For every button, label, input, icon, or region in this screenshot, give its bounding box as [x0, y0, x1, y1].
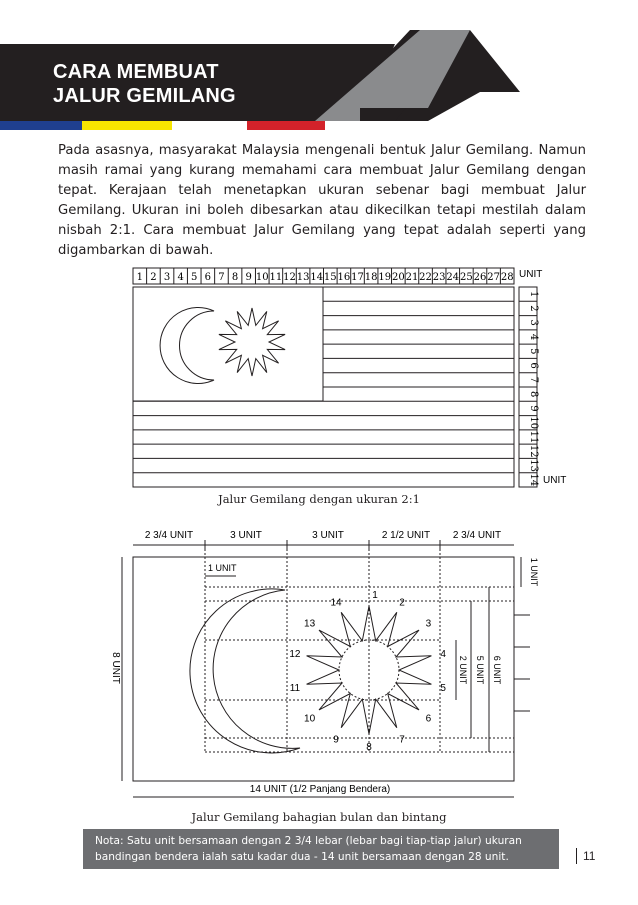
- top-unit-tick-label: 25: [460, 272, 473, 283]
- title-line-1: CARA MEMBUAT: [53, 61, 219, 83]
- dim-top-3: 3 UNIT: [312, 530, 344, 541]
- star-point-label: 5: [440, 682, 446, 694]
- top-unit-tick-label: 9: [245, 272, 252, 283]
- dim-right-5: 5 UNIT: [475, 655, 485, 685]
- side-unit-tick-label: 6: [528, 362, 539, 369]
- top-unit-tick-label: 5: [191, 272, 198, 283]
- star-point-label: 3: [425, 618, 432, 630]
- dim-right-2: 2 UNIT: [458, 655, 468, 685]
- side-unit-tick-label: 4: [528, 333, 539, 341]
- top-unit-tick-label: 16: [337, 272, 351, 283]
- intro-paragraph: Pada asasnya, masyarakat Malaysia mengenali bentuk Jalur Gemilang. Namun masih ramai yang kurang memahami cara membuat Jalur Gemilang dengan tepat. Kerajaan telah menetapkan ukuran sebenar bagi membuat Jalur Gemilang. Ukuran ini boleh dibesarkan atau dikecilkan tetapi mestilah dalam nisbah 2:1. Cara membuat Jalur Gemilang yang tepat adalah seperti yang digambarkan di bawah.: [58, 143, 586, 258]
- top-unit-tick-label: 24: [446, 272, 460, 283]
- side-unit-tick-label: 10: [528, 416, 539, 430]
- right-dimension-lines: [456, 557, 530, 752]
- dim-bottom: 14 UNIT (1/2 Panjang Bendera): [249, 784, 391, 795]
- side-unit-tick-label: 11: [528, 430, 539, 444]
- star-point-label: 12: [289, 649, 301, 661]
- note-box: [83, 829, 559, 869]
- side-unit-tick-label: 7: [528, 376, 539, 384]
- top-unit-tick-label: 15: [323, 272, 337, 283]
- side-unit-tick-label: 9: [528, 405, 539, 412]
- note-line-1: Nota: Satu unit bersamaan dengan 2 3/4 lebar (lebar bagi tiap-tiap jalur) ukuran: [95, 835, 522, 847]
- dim-top-5: 2 3/4 UNIT: [452, 530, 502, 541]
- top-unit-tick-label: 26: [473, 272, 487, 283]
- star-point-label: 9: [333, 734, 339, 746]
- top-unit-tick-label: 21: [405, 272, 419, 283]
- top-unit-tick-label: 11: [269, 272, 283, 283]
- top-unit-tick-label: 18: [364, 272, 378, 283]
- page-number: 11: [576, 848, 595, 864]
- top-unit-tick-label: 19: [378, 272, 392, 283]
- top-unit-tick-label: 22: [419, 272, 432, 283]
- top-unit-tick-label: 14: [310, 272, 324, 283]
- top-dimension-line: [133, 540, 514, 550]
- star-point-label: 4: [440, 649, 446, 661]
- star-point-label: 1: [372, 590, 378, 601]
- star-point-label: 2: [399, 597, 405, 609]
- side-unit-tick-label: 3: [528, 319, 539, 326]
- dim-top-4: 2 1/2 UNIT: [381, 530, 431, 541]
- dim-right-one-unit: 1 UNIT: [529, 557, 539, 587]
- dim-top-1: 2 3/4 UNIT: [144, 530, 194, 541]
- top-unit-tick-label: 23: [432, 272, 446, 283]
- dim-left: 8 UNIT: [110, 652, 121, 684]
- title-line-2: JALUR GEMILANG: [53, 85, 236, 107]
- side-unit-tick-label: 2: [528, 305, 539, 312]
- top-unit-tick-label: 13: [296, 272, 310, 283]
- side-unit-tick-label: 14: [528, 473, 539, 487]
- star-point-label: 7: [399, 734, 405, 746]
- top-unit-tick-label: 12: [283, 272, 296, 283]
- unit-label-side: UNIT: [543, 475, 567, 486]
- top-unit-tick-label: 28: [500, 272, 514, 283]
- star-point-label: 14: [330, 597, 342, 609]
- star-point-label: 10: [304, 713, 316, 725]
- top-unit-tick-label: 8: [231, 272, 239, 283]
- side-unit-tick-label: 8: [528, 390, 539, 398]
- side-unit-tick-label: 1: [528, 290, 539, 298]
- top-unit-tick-label: 7: [218, 272, 225, 283]
- dim-right-6: 6 UNIT: [492, 655, 502, 685]
- star-point-label: 6: [425, 713, 432, 725]
- crescent-large: [190, 589, 300, 753]
- top-unit-tick-label: 3: [163, 272, 171, 283]
- dim-top-2: 3 UNIT: [230, 530, 262, 541]
- top-unit-tick-label: 27: [487, 272, 500, 283]
- side-unit-tick-label: 13: [528, 459, 539, 472]
- star-point-label: 11: [289, 682, 301, 694]
- star-point-label: 13: [304, 618, 316, 630]
- top-unit-tick-label: 4: [177, 272, 184, 283]
- construction-lines: [205, 545, 514, 752]
- top-unit-tick-label: 17: [351, 272, 364, 283]
- top-unit-tick-label: 6: [204, 272, 212, 283]
- unit-label-top: UNIT: [519, 269, 543, 280]
- top-unit-tick-label: 1: [136, 272, 143, 283]
- star-point-label: 8: [366, 742, 372, 753]
- figure1-caption: Jalur Gemilang dengan ukuran 2:1: [218, 492, 420, 506]
- side-unit-tick-label: 5: [528, 348, 539, 355]
- note-line-2: bandingan bendera ialah satu kadar dua - 14 unit bersamaan dengan 28 unit.: [95, 851, 509, 863]
- top-unit-tick-label: 10: [255, 272, 269, 283]
- side-unit-tick-label: 12: [528, 444, 539, 458]
- top-unit-tick-label: 20: [391, 272, 405, 283]
- figure2-caption: Jalur Gemilang bahagian bulan dan bintang: [191, 810, 447, 824]
- top-unit-tick-label: 2: [150, 272, 157, 283]
- dim-one-unit: 1 UNIT: [208, 563, 237, 573]
